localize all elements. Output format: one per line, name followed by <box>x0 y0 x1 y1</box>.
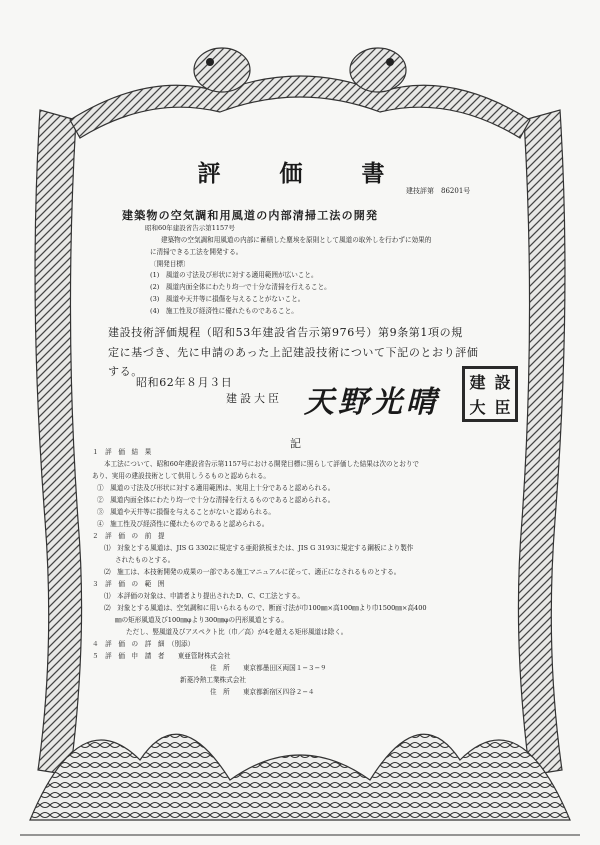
detail-line: ⑴ 対象とする風道は、JIS G 3302に規定する亜鉛鉄板または、JIS G 3193に規定する鋼板により製作 <box>104 544 414 552</box>
goal-item-1: (1) 風道の寸法及び形状に対する適用範囲が広いこと。 <box>150 271 318 279</box>
goals-heading: 〔開発目標〕 <box>150 260 190 268</box>
issue-date: 昭和62年８月３日 <box>136 376 233 389</box>
phoenix-right-icon <box>350 48 406 92</box>
main-text-line-2: 定に基づき、先に申請のあった上記建設技術について下記のとおり評価 <box>108 346 479 359</box>
detail-line: 住 所 東京都新宿区四谷２−４ <box>210 688 315 696</box>
document-number: 建技評第 86201号 <box>406 187 471 195</box>
intro-line-2: に清掃できる工法を開発する。 <box>150 248 243 256</box>
detail-line: ⑵ 対象とする風道は、空気調和に用いられるもので、断面寸法が巾100㎜×高100㎜より巾1500㎜×高400 <box>104 604 427 612</box>
detail-line: ⑵ 施工は、本技術開発の成果の一部である施工マニュアルに従って、適正になされるものとする。 <box>104 568 401 576</box>
seal-char: 臣 <box>494 398 511 417</box>
ki-heading: 記 <box>290 437 301 450</box>
detail-line: ④ 施工性及び経済性に優れたものであると認められる。 <box>97 520 269 528</box>
official-seal <box>462 366 518 422</box>
phoenix-left-icon <box>194 48 250 92</box>
goal-item-4: (4) 施工性及び経済性に優れたものであること。 <box>150 307 298 315</box>
seal-char: 設 <box>494 373 511 392</box>
detail-line: ① 風道の寸法及び形状に対する適用範囲は、実用上十分であると認められる。 <box>97 484 335 492</box>
minister-signature: 天野光晴 <box>304 385 440 420</box>
detail-line: 住 所 東京都墨田区両国１−３−９ <box>210 664 327 672</box>
detail-line: ③ 風道や天井等に損傷を与えることがないと認められる。 <box>97 508 276 516</box>
detail-line: ⑴ 本評価の対象は、申請者より提出されたD、C、C工法とする。 <box>104 592 305 600</box>
notice-reference: 昭和60年建設省告示第1157号 <box>145 224 235 232</box>
detail-line: 新菱冷熱工業株式会社 <box>180 676 246 684</box>
detail-line: されたものとする。 <box>115 556 175 564</box>
detail-line: あり、実用の建設技術として供用しうるものと認められる。 <box>92 472 271 480</box>
detail-line: 本工法について、昭和60年建設省告示第1157号における開発目標に照らして評価した結果は次のとおりで <box>104 460 420 468</box>
document-title: 評 価 書 <box>197 160 403 187</box>
detail-line: ２ 評 価 の 前 提 <box>92 532 165 540</box>
detail-line: ただし、竪風道及びアスペクト比（巾／高）が4を超える矩形風道は除く。 <box>126 628 348 636</box>
detail-line: ② 風道内面全体にわたり均一で十分な清掃を行えるものであると認められる。 <box>97 496 335 504</box>
seal-char: 大 <box>469 398 486 417</box>
detail-line: ３ 評 価 の 範 囲 <box>92 580 165 588</box>
detail-line: ５ 評 価 申 請 者 東亜管財株式会社 <box>92 652 231 660</box>
main-text-line-3: する。 <box>108 365 143 378</box>
detail-line: ㎜の矩形風道及び100㎜φより300㎜φの円形風道とする。 <box>115 616 288 624</box>
detail-line: ４ 評 価 の 詳 細 （別添） <box>92 640 195 648</box>
goal-item-3: (3) 風道や天井等に損傷を与えることがないこと。 <box>150 295 305 303</box>
goal-item-2: (2) 風道内面全体にわたり均一で十分な清掃を行えること。 <box>150 283 331 291</box>
seal-char: 建 <box>469 373 486 392</box>
foliage-bottom <box>30 734 570 820</box>
detail-line: １ 評 価 結 果 <box>92 448 152 456</box>
intro-line-1: 建築物の空気調和用風道の内部に蓄積した塵埃を原則として風道の取外しを行わずに効果的 <box>161 236 432 244</box>
main-text-line-1: 建設技術評価規程（昭和53年建設省告示第976号）第9条第1項の規 <box>108 326 463 339</box>
subject-heading: 建築物の空気調和用風道の内部清掃工法の開発 <box>122 209 379 222</box>
minister-title: 建設大臣 <box>226 392 282 405</box>
